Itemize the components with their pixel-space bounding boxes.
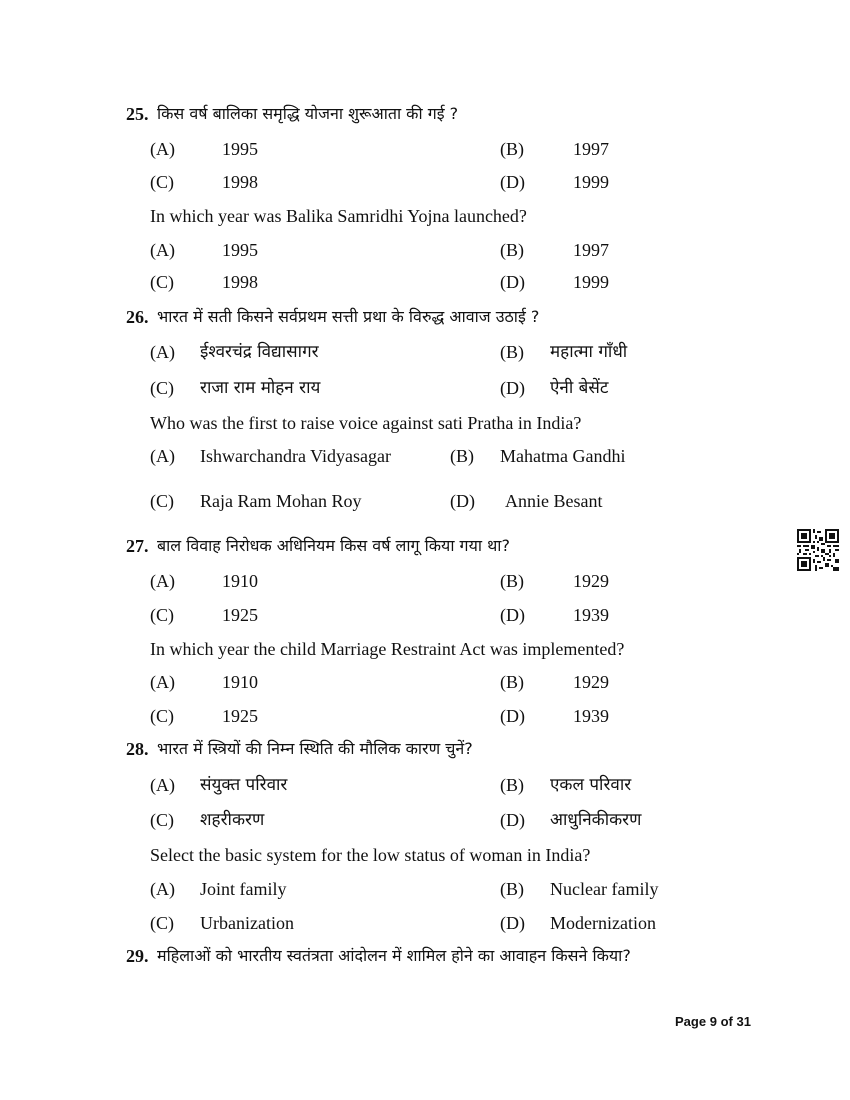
option-text: 1939 — [573, 605, 609, 625]
option-label: (B) — [500, 672, 524, 692]
question-text-hindi: किस वर्ष बालिका समृद्धि योजना शुरूआता की गई ? — [157, 104, 459, 123]
question-text-hindi: बाल विवाह निरोधक अधिनियम किस वर्ष लागू किया गया था? — [157, 536, 510, 555]
option-text: 1925 — [222, 605, 258, 625]
option-label: (D) — [500, 172, 525, 192]
option-label: (C) — [150, 605, 174, 625]
option-label: (D) — [500, 913, 525, 933]
option-text: 1997 — [573, 240, 609, 260]
question-number: 29. — [126, 946, 149, 966]
option-label: (B) — [500, 775, 524, 795]
option-text: 1998 — [222, 272, 258, 292]
option-label: (C) — [150, 172, 174, 192]
page-of-label: of — [720, 1014, 733, 1029]
question-text-english: Select the basic system for the low status of woman in India? — [150, 845, 591, 865]
page-footer — [675, 1014, 751, 1029]
page-number: 9 — [709, 1014, 717, 1029]
total-pages: 31 — [736, 1014, 751, 1029]
question-number: 28. — [126, 739, 149, 759]
option-label: (B) — [500, 879, 524, 899]
option-label: (A) — [150, 775, 175, 795]
option-text: 1910 — [222, 571, 258, 591]
option-label: (A) — [150, 879, 175, 899]
option-text: शहरीकरण — [200, 810, 265, 830]
question-text-hindi: भारत में स्त्रियों की निम्न स्थिति की मौलिक कारण चुनें? — [157, 739, 473, 758]
option-label: (D) — [500, 378, 525, 398]
question-text-english: In which year the child Marriage Restraint Act was implemented? — [150, 639, 625, 659]
option-label: (A) — [150, 446, 175, 466]
option-text: 1929 — [573, 571, 609, 591]
option-text: संयुक्त परिवार — [200, 775, 288, 795]
option-text: Nuclear family — [550, 879, 659, 899]
option-label: (B) — [500, 139, 524, 159]
option-text: 1999 — [573, 172, 609, 192]
option-label: (A) — [150, 342, 175, 362]
qr-code-icon — [797, 529, 839, 571]
question-text-english: In which year was Balika Samridhi Yojna launched? — [150, 206, 527, 226]
option-label: (C) — [150, 272, 174, 292]
option-text: Mahatma Gandhi — [500, 446, 626, 466]
question-text-hindi: भारत में सती किसने सर्वप्रथम सत्ती प्रथा के विरुद्ध आवाज उठाई ? — [157, 307, 540, 326]
option-label: (C) — [150, 810, 174, 830]
option-text: राजा राम मोहन राय — [200, 378, 321, 398]
option-text: 1939 — [573, 706, 609, 726]
option-label: (D) — [500, 272, 525, 292]
option-label: (C) — [150, 706, 174, 726]
option-label: (D) — [500, 706, 525, 726]
option-text: ऐनी बेसेंट — [550, 378, 609, 398]
option-text: 1925 — [222, 706, 258, 726]
option-label: (D) — [500, 810, 525, 830]
option-text: Annie Besant — [505, 491, 603, 511]
question-text-hindi: महिलाओं को भारतीय स्वतंत्रता आंदोलन में शामिल होने का आवाहन किसने किया? — [157, 946, 631, 965]
option-text: 1995 — [222, 240, 258, 260]
option-label: (A) — [150, 139, 175, 159]
option-text: Ishwarchandra Vidyasagar — [200, 446, 392, 466]
option-text: Raja Ram Mohan Roy — [200, 491, 362, 511]
question-text-english: Who was the first to raise voice against sati Pratha in India? — [150, 413, 582, 433]
option-label: (A) — [150, 672, 175, 692]
option-label: (C) — [150, 913, 174, 933]
option-text: 1929 — [573, 672, 609, 692]
page-label: Page — [675, 1014, 707, 1029]
option-text: Modernization — [550, 913, 656, 933]
option-label: (C) — [150, 491, 174, 511]
option-label: (B) — [450, 446, 474, 466]
option-text: 1999 — [573, 272, 609, 292]
option-text: आधुनिकीकरण — [550, 810, 642, 830]
option-label: (B) — [500, 240, 524, 260]
option-text: एकल परिवार — [550, 775, 632, 795]
option-label: (A) — [150, 240, 175, 260]
option-label: (B) — [500, 571, 524, 591]
question-number: 27. — [126, 536, 149, 556]
option-text: Urbanization — [200, 913, 294, 933]
question-number: 25. — [126, 104, 149, 124]
option-text: 1998 — [222, 172, 258, 192]
option-label: (A) — [150, 571, 175, 591]
option-text: 1995 — [222, 139, 258, 159]
option-text: Joint family — [200, 879, 287, 899]
option-label: (C) — [150, 378, 174, 398]
option-label: (D) — [500, 605, 525, 625]
option-text: महात्मा गाँधी — [550, 342, 628, 362]
option-label: (D) — [450, 491, 475, 511]
option-text: ईश्वरचंद्र विद्यासागर — [200, 342, 319, 362]
option-label: (B) — [500, 342, 524, 362]
question-number: 26. — [126, 307, 149, 327]
option-text: 1997 — [573, 139, 609, 159]
option-text: 1910 — [222, 672, 258, 692]
